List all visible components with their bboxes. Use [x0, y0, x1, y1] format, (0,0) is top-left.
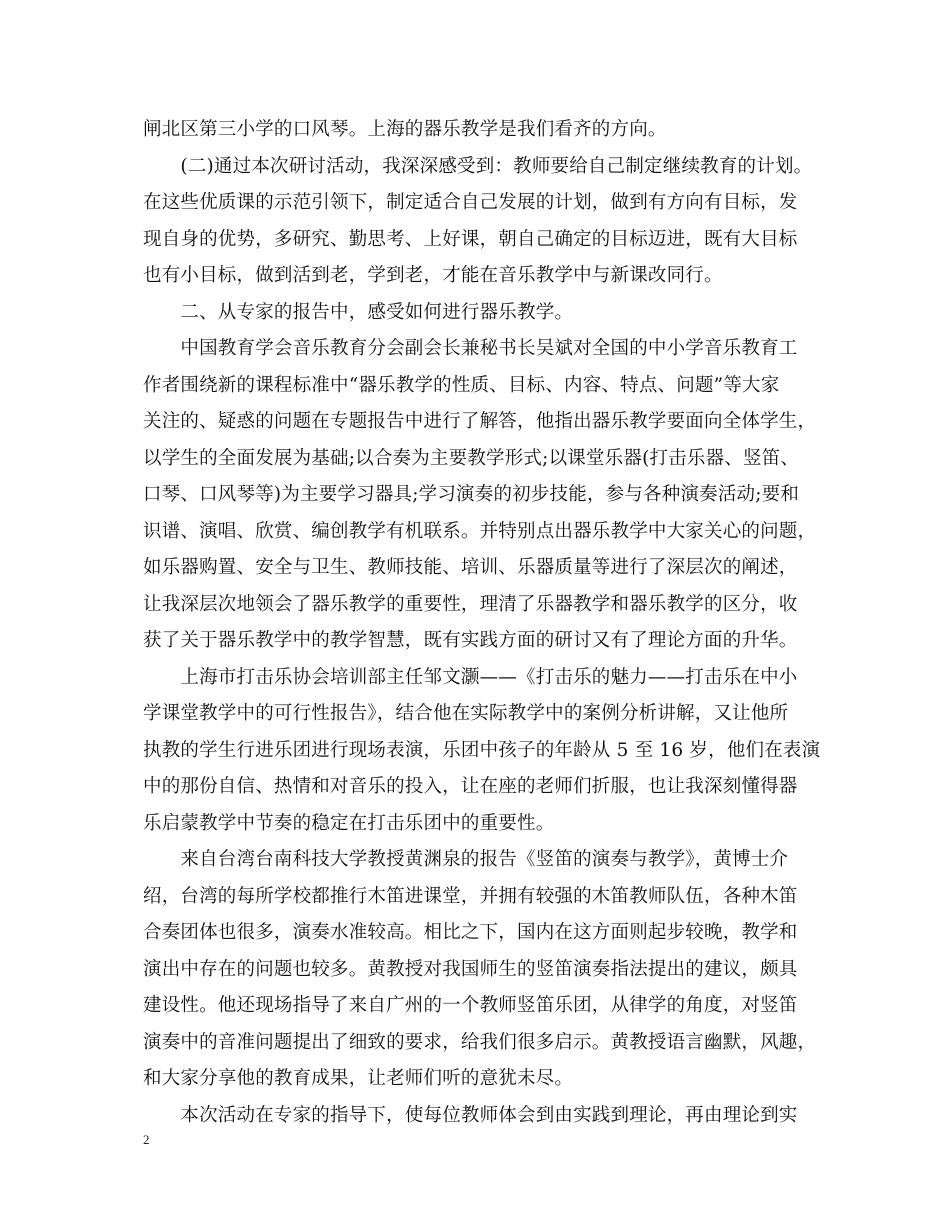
document-body [143, 112, 823, 1134]
text-line: 也有小目标，做到活到老，学到老，才能在音乐教学中与新课改同行。 [143, 265, 723, 286]
text-line: 和大家分享他的教育成果，让老师们听的意犹未尽。 [143, 1068, 574, 1089]
text-line: 如乐器购置、安全与卫生、教师技能、培训、乐器质量等进行了深层次的阐述， [143, 557, 798, 578]
text-line: 作者围绕新的课程标准中“器乐教学的性质、目标、内容、特点、问题”等大家 [143, 374, 780, 396]
text-line: 以学生的全面发展为基础;以合奏为主要教学形式;以课堂乐器(打击乐器、竖笛、 [143, 447, 800, 469]
text-line: 口琴、口风琴等)为主要学习器具;学习演奏的初步技能，参与各种演奏活动;要和 [143, 484, 800, 505]
text-line: 学课堂教学中的可行性报告》，结合他在实际教学中的案例分析讲解，又让他所 [143, 703, 789, 724]
text-line: 关注的、疑惑的问题在专题报告中进行了解答，他指出器乐教学要面向全体学生， [143, 411, 817, 432]
page-number: 2 [143, 1132, 150, 1147]
text-line: 绍，台湾的每所学校都推行木笛进课堂，并拥有较强的木笛教师队伍，各种木笛 [143, 885, 798, 907]
text-line: 中的那份自信、热情和对音乐的投入，让在座的老师们折服，也让我深刻懂得器 [143, 776, 798, 797]
text-line: 乐启蒙教学中节奏的稳定在打击乐团中的重要性。 [143, 812, 555, 834]
text-line: 现自身的优势，多研究、勤思考、上好课，朝自己确定的目标迈进，既有大目标 [143, 228, 798, 250]
text-line: 获了关于器乐教学中的教学智慧，既有实践方面的研讨又有了理论方面的升华。 [143, 630, 798, 651]
text-line: 识谱、演唱、欣赏、编创教学有机联系。并特别点出器乐教学中大家关心的问题， [143, 520, 817, 542]
text-line: 中国教育学会音乐教育分会副会长兼秘书长吴斌对全国的中小学音乐教育工 [143, 338, 798, 359]
text-line: 演出中存在的问题也较多。黄教授对我国师生的竖笛演奏指法提出的建议，颇具 [143, 958, 798, 980]
text-line: 在这些优质课的示范引领下，制定适合自己发展的计划，做到有方向有目标，发 [143, 192, 798, 213]
text-line: (二)通过本次研讨活动，我深深感受到：教师要给自己制定继续教育的计划。 [143, 155, 813, 177]
text-line: 演奏中的音准问题提出了细致的要求，给我们很多启示。黄教授语言幽默，风趣， [143, 1031, 817, 1053]
text-line: 闸北区第三小学的口风琴。上海的器乐教学是我们看齐的方向。 [143, 119, 667, 140]
section-heading: 二、从专家的报告中，感受如何进行器乐教学。 [143, 301, 574, 323]
text-line: 建设性。他还现场指导了来自广州的一个教师竖笛乐团，从律学的角度，对竖笛 [143, 995, 798, 1016]
text-line: 本次活动在专家的指导下，使每位教师体会到由实践到理论，再由理论到实 [143, 1104, 798, 1126]
text-line: 上海市打击乐协会培训部主任邹文灏——《打击乐的魅力——打击乐在中小 [143, 666, 798, 688]
text-line: 执教的学生行进乐团进行现场表演，乐团中孩子的年龄从 5 至 16 岁，他们在表演 [143, 739, 821, 761]
text-line: 合奏团体也很多，演奏水准较高。相比之下，国内在这方面则起步较晚，教学和 [143, 922, 798, 943]
text-line: 来自台湾台南科技大学教授黄渊泉的报告《竖笛的演奏与教学》，黄博士介 [143, 849, 789, 870]
text-line: 让我深层次地领会了器乐教学的重要性，理清了乐器教学和器乐教学的区分，收 [143, 593, 798, 615]
